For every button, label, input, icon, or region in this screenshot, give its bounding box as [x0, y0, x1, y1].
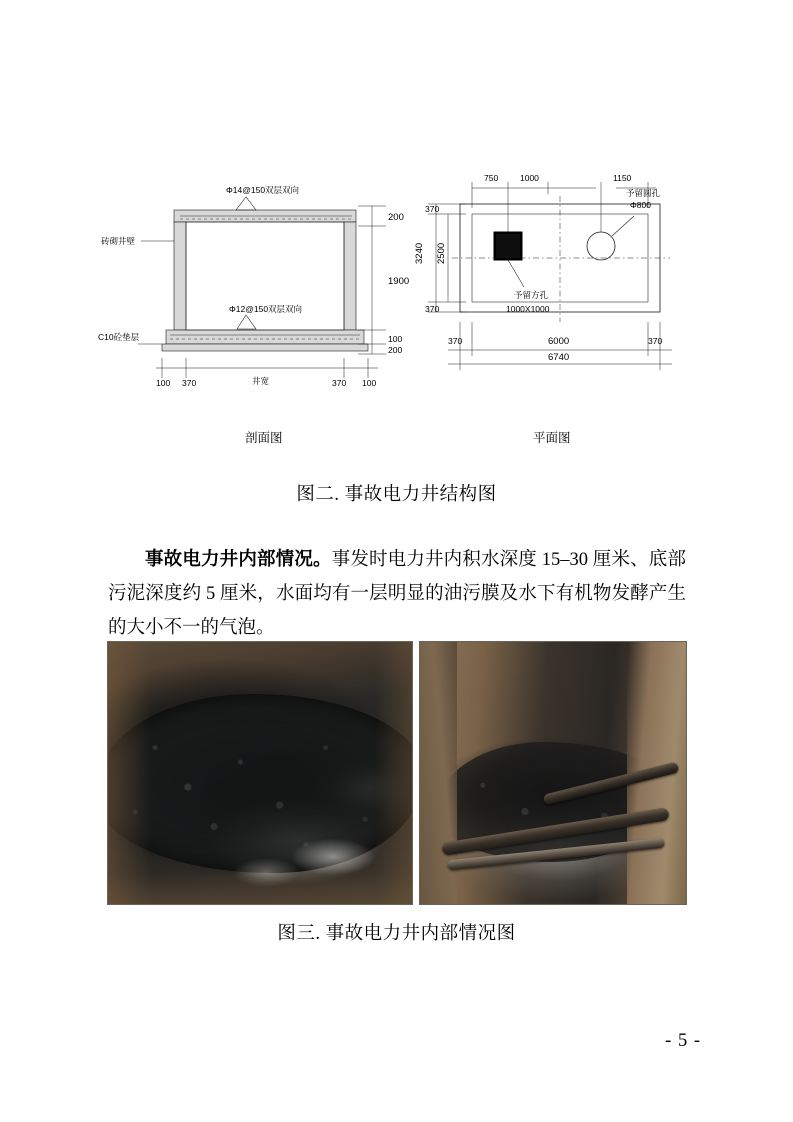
section-dim-200-top: 200 [388, 212, 404, 223]
plan-view [414, 173, 672, 445]
photo-well-interior-pipes-image [420, 642, 686, 904]
plan-dim-370-left: 370 [448, 336, 463, 346]
plan-dim-370-right: 370 [648, 336, 663, 346]
plan-dim-6740: 6740 [548, 352, 570, 363]
reserved-square-hole-size: 1000X1000 [506, 304, 550, 314]
plan-view-label: 平面图 [533, 431, 571, 445]
section-dim-100: 100 [388, 334, 403, 344]
plan-dim-1150: 1150 [613, 173, 632, 183]
paragraph-body: 事发时电力井内积水深度 15–30 厘米、底部污泥深度约 5 厘米，水面均有一层明显的油污膜及水下有机物发酵产生的大小不一的气泡。 [108, 549, 686, 638]
reserved-square-hole-label: 予留方孔 [514, 290, 549, 300]
body-paragraph [108, 543, 686, 645]
plan-dim-370-top: 370 [425, 204, 440, 214]
photo-well-interior-pipes [419, 641, 687, 905]
reserved-round-hole-label: 予留圆孔 [626, 188, 661, 198]
page-number: - 5 - [665, 1031, 701, 1051]
figure-2-caption: 图二. 事故电力井结构图 [296, 485, 497, 505]
figure-3-caption: 图三. 事故电力井内部情况图 [277, 924, 516, 944]
plan-dim-750: 750 [484, 173, 499, 183]
photo-well-interior-bubbles [107, 641, 413, 905]
section-horizontal-dimensions [156, 358, 378, 378]
concrete-cushion-label: C10砼垫层 [98, 332, 140, 342]
section-dim-100-left: 100 [156, 378, 171, 388]
plan-dim-2500: 2500 [436, 242, 447, 264]
figure-3-photos [107, 641, 687, 905]
section-view-label: 剖面图 [245, 431, 283, 445]
well-width-label: 井宽 [252, 376, 270, 386]
rebar-top-label: Φ14@150双层双向 [226, 185, 300, 195]
section-dim-200-bottom: 200 [388, 345, 403, 355]
rebar-bottom-label: Φ12@150双层双向 [229, 304, 303, 314]
figure-2-drawing [96, 172, 696, 462]
section-dim-1900: 1900 [388, 276, 410, 287]
section-view [98, 185, 409, 445]
brick-wall-label: 砖砌井壁 [101, 236, 136, 246]
reserved-round-hole-size: Φ800 [630, 200, 651, 210]
plan-dim-1000: 1000 [520, 173, 539, 183]
photo-well-interior-bubbles-image [108, 642, 412, 904]
section-dim-100-right: 100 [362, 378, 377, 388]
plan-dim-6000: 6000 [548, 336, 570, 347]
section-dim-370-right: 370 [332, 378, 347, 388]
paragraph-lead: 事故电力井内部情况。 [145, 549, 332, 570]
section-dim-370-left: 370 [182, 378, 197, 388]
plan-dim-370-bottom: 370 [425, 304, 440, 314]
plan-dim-3240: 3240 [414, 242, 425, 264]
